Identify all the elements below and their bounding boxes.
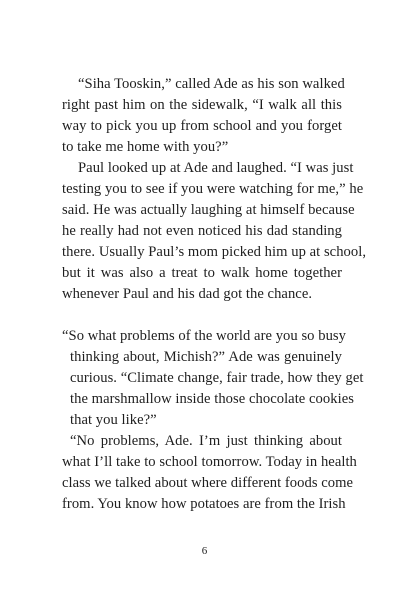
text-line: “So what problems of the world are you so busy xyxy=(62,328,346,344)
text-line: whenever Paul and his dad got the chance. xyxy=(62,286,313,302)
text-line: from. You know how potatoes are from the Irish xyxy=(62,496,346,512)
text-line: there. Usually Paul’s mom picked him up at school, xyxy=(62,244,367,260)
text-line: Paul looked up at Ade and laughed. “I was just xyxy=(78,160,354,176)
text-line: right past him on the sidewalk, “I walk all this xyxy=(62,97,342,113)
page-number: 6 xyxy=(201,545,208,557)
text-line: he really had not even noticed his dad standing xyxy=(62,223,342,239)
text-line: curious. “Climate change, fair trade, how they get xyxy=(70,370,364,386)
text-line: way to pick you up from school and you forget xyxy=(62,118,342,134)
text-line: thinking about, Michish?” Ade was genuinely xyxy=(70,349,342,365)
text-line: the marshmallow inside those chocolate cookies xyxy=(70,391,354,407)
text-line: to take me home with you?” xyxy=(62,139,229,155)
text-line: said. He was actually laughing at himself because xyxy=(62,202,355,218)
text-line: that you like?” xyxy=(70,412,157,428)
text-line: class we talked about where different foods come xyxy=(62,475,354,491)
text-line: what I’ll take to school tomorrow. Today in health xyxy=(62,454,357,470)
text-line: testing you to see if you were watching for me,” he xyxy=(62,181,364,197)
text-line: “No problems, Ade. I’m just thinking about xyxy=(70,433,342,449)
text-line: “Siha Tooskin,” called Ade as his son walked xyxy=(78,76,345,92)
text-line: but it was also a treat to walk home together xyxy=(62,265,342,281)
